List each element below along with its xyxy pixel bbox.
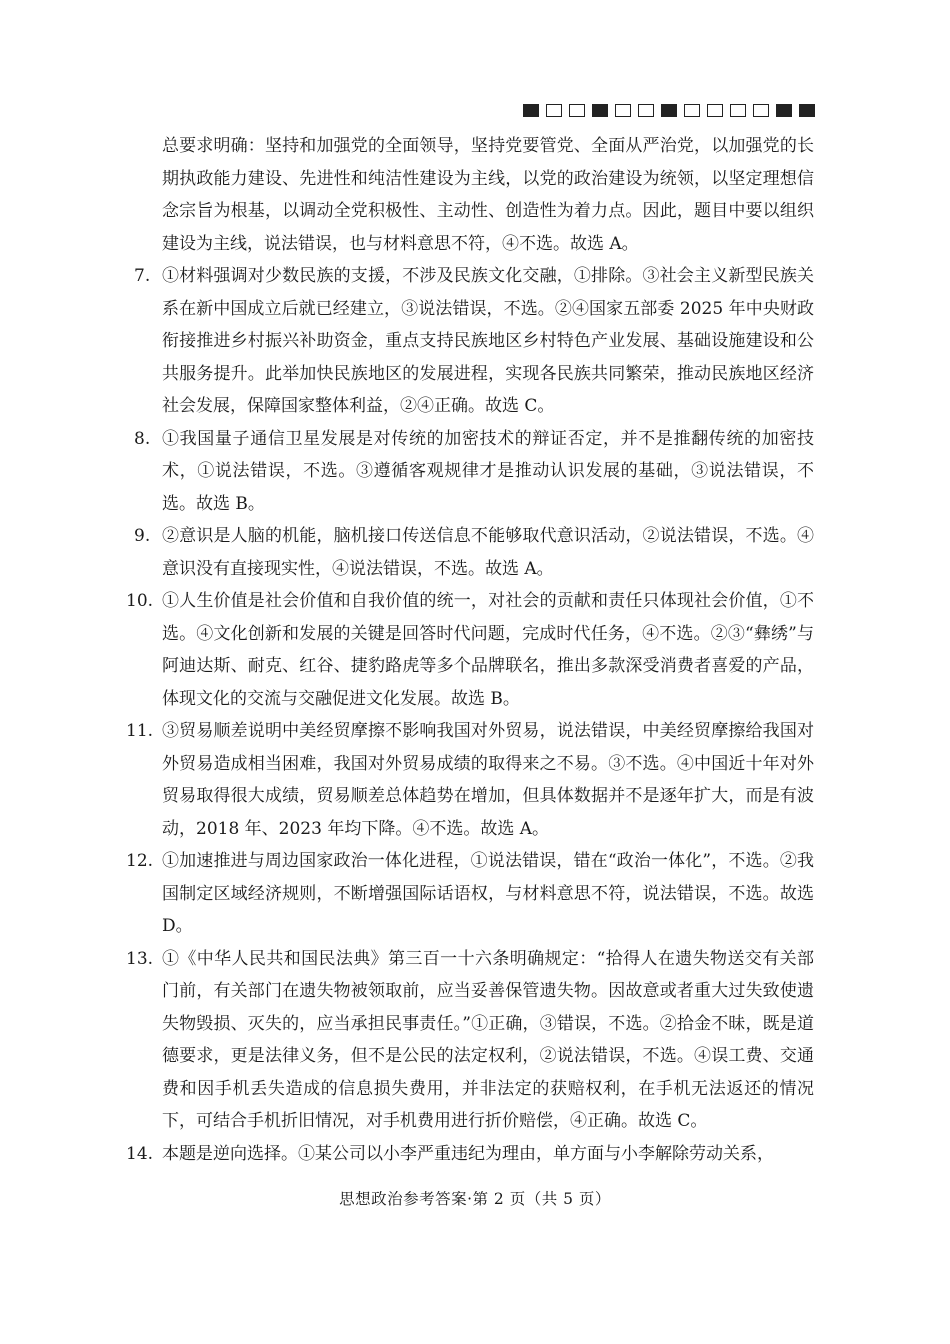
- answer-number: 13.: [126, 948, 154, 969]
- empty-square-mark: [684, 104, 700, 117]
- empty-square-mark: [707, 104, 723, 117]
- answer-number: 8.: [134, 428, 151, 449]
- filled-square-mark: [661, 104, 677, 117]
- answer-number: 10.: [126, 591, 154, 611]
- filled-square-mark: [523, 104, 539, 117]
- filled-square-mark: [799, 104, 815, 117]
- empty-square-mark: [638, 104, 654, 117]
- empty-square-mark: [730, 104, 746, 117]
- page-footer: 思想政治参考答案·第 2 页（共 5 页）: [339, 1190, 611, 1208]
- answer-number: 14.: [126, 1143, 154, 1164]
- answer-text: ①《中华人民共和国民法典》第三百一十六条明确规定：“拾得人在遗失物送交有关部门前，有关部门在遗失物被领取前，应当妥善保管遗失物。因故意或者重大过失致使遗失物毁损、灭失的，应当承担民事责任。”①正确，③错误，不选。②拾金不昧，既是道德要求，更是法律义务，但不是公民的法定权利，②说法错误，不选。④误工费、交通费和因手机丢失造成的信息损失费用，并非法定的获赔权利，在手机无法返还的情况下，可结合手机折旧情况，对手机费用进行折价赔偿，④正确。故选 C。: [162, 948, 814, 1131]
- answer-number: 9.: [134, 526, 151, 546]
- answer-content: [126, 130, 814, 1170]
- answer-text: ①我国量子通信卫星发展是对传统的加密技术的辩证否定，并不是推翻传统的加密技术，①说法错误，不选。③遵循客观规律才是推动认识发展的基础，③说法错误，不选。故选 B。: [162, 428, 814, 514]
- answer-item: [126, 943, 814, 1138]
- filled-square-mark: [776, 104, 792, 117]
- empty-square-mark: [615, 104, 631, 117]
- answer-text: 本题是逆向选择。①某公司以小李严重违纪为理由，单方面与小李解除劳动关系，: [162, 1143, 774, 1164]
- answer-item: [134, 423, 814, 521]
- answer-text: ①加速推进与周边国家政治一体化进程，①说法错误，错在“政治一体化”，不选。②我国制定区域经济规则，不断增强国际话语权，与材料意思不符，说法错误，不选。故选 D。: [162, 851, 814, 936]
- continuation-paragraph: 总要求明确：坚持和加强党的全面领导，坚持党要管党、全面从严治党，以加强党的长期执政能力建设、先进性和纯洁性建设为主线，以党的政治建设为统领，以坚定理想信念宗旨为根基，以调动全党积极性、主动性、创造性为着力点。因此，题目中要以组织建设为主线，说法错误，也与材料意思不符，④不选。故选 A。: [162, 136, 814, 254]
- answer-text: ①人生价值是社会价值和自我价值的统一，对社会的贡献和责任只体现社会价值，①不选。④文化创新和发展的关键是回答时代问题，完成时代任务，④不选。②③“彝绣”与阿迪达斯、耐克、红谷、捷豹路虎等多个品牌联名，推出多款深受消费者喜爱的产品，体现文化的交流与交融促进文化发展。故选 B。: [162, 591, 814, 709]
- empty-square-mark: [569, 104, 585, 117]
- answer-item: [134, 260, 814, 423]
- answer-item: [134, 520, 814, 585]
- answer-number: 12.: [126, 851, 154, 871]
- answer-number: 7.: [134, 266, 151, 286]
- answer-item: [126, 715, 814, 845]
- filled-square-mark: [592, 104, 608, 117]
- answer-text: ①材料强调对少数民族的支援，不涉及民族文化交融，①排除。③社会主义新型民族关系在新中国成立后就已经建立，③说法错误，不选。②④国家五部委 2025 年中央财政衔接推进乡村振兴补助资金，重点支持民族地区乡村特色产业发展、基础设施建设和公共服务提升。此举加快民族地区的发展进程，实现各民族共同繁荣，推动民族地区经济社会发展，保障国家整体利益，②④正确。故选 C。: [162, 266, 814, 416]
- answer-number: 11.: [126, 721, 154, 741]
- answer-item: [126, 845, 814, 943]
- answer-text: ③贸易顺差说明中美经贸摩擦不影响我国对外贸易，说法错误，中美经贸摩擦给我国对外贸易造成相当困难，我国对外贸易成绩的取得来之不易。③不选。④中国近十年对外贸易取得很大成绩，贸易顺差总体趋势在增加，但具体数据并不是逐年扩大，而是有波动，2018 年、2023 年均下降。④不选。故选 A。: [162, 721, 814, 839]
- answer-text: ②意识是人脑的机能，脑机接口传送信息不能够取代意识活动，②说法错误，不选。④意识没有直接现实性，④说法错误，不选。故选 A。: [162, 526, 814, 579]
- empty-square-mark: [753, 104, 769, 117]
- answer-item: [126, 1138, 814, 1171]
- answer-item: [126, 585, 814, 715]
- empty-square-mark: [546, 104, 562, 117]
- header-marks: [523, 104, 815, 117]
- answer-list: [126, 260, 814, 1170]
